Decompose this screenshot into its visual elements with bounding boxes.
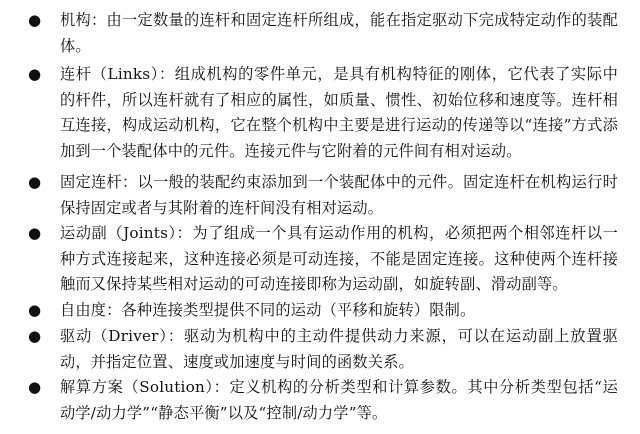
bullet-icon: ● bbox=[28, 11, 42, 29]
bullet-icon: ● bbox=[28, 327, 42, 345]
list-item-text: 固定连杆：以一般的装配约束添加到一个装配体中的元件。固定连杆在机构运行时保持固定或者与其附着的连杆间没有相对运动。 bbox=[60, 173, 618, 217]
bullet-icon: ● bbox=[28, 173, 42, 191]
bullet-icon: ● bbox=[28, 378, 42, 396]
bullet-icon: ● bbox=[28, 301, 42, 319]
bullet-icon: ● bbox=[28, 224, 42, 242]
list-item-text: 解算方案（Solution）：定义机构的分析类型和计算参数。其中分析类型包括“运动学/动力学”“静态平衡”以及“控制/动力学”等。 bbox=[60, 378, 618, 422]
list-item-text: 机构：由一定数量的连杆和固定连杆所组成，能在指定驱动下完成特定动作的装配体。 bbox=[60, 11, 618, 55]
list-item-text: 驱动（Driver）：驱动为机构中的主动件提供动力来源，可以在运动副上放置驱动，并指定位置、速度或加速度与时间的函数关系。 bbox=[60, 327, 618, 371]
list-item-text: 自由度：各种连接类型提供不同的运动（平移和旋转）限制。 bbox=[60, 301, 476, 319]
list-item-text: 连杆（Links）：组成机构的零件单元，是具有机构特征的刚体，它代表了实际中的杆件，所以连杆就有了相应的属性，如质量、惯性、初始位移和速度等。连杆相互连接，构成运动机构，它在整个机构中主要是进行运动的传递等以“连接”方式添加到一个装配体中的元件。连接元件与它附着的元件间有相对运动。 bbox=[60, 65, 618, 160]
list-item-text: 运动副（Joints）：为了组成一个具有运动作用的机构，必须把两个相邻连杆以一种方式连接起来，这种连接必须是可动连接，不能是固定连接。这种使两个连杆接触而又保持某些相对运动的可动连接即称为运动副，如旋转副、滑动副等。 bbox=[60, 224, 618, 294]
bullet-icon: ● bbox=[28, 65, 42, 83]
